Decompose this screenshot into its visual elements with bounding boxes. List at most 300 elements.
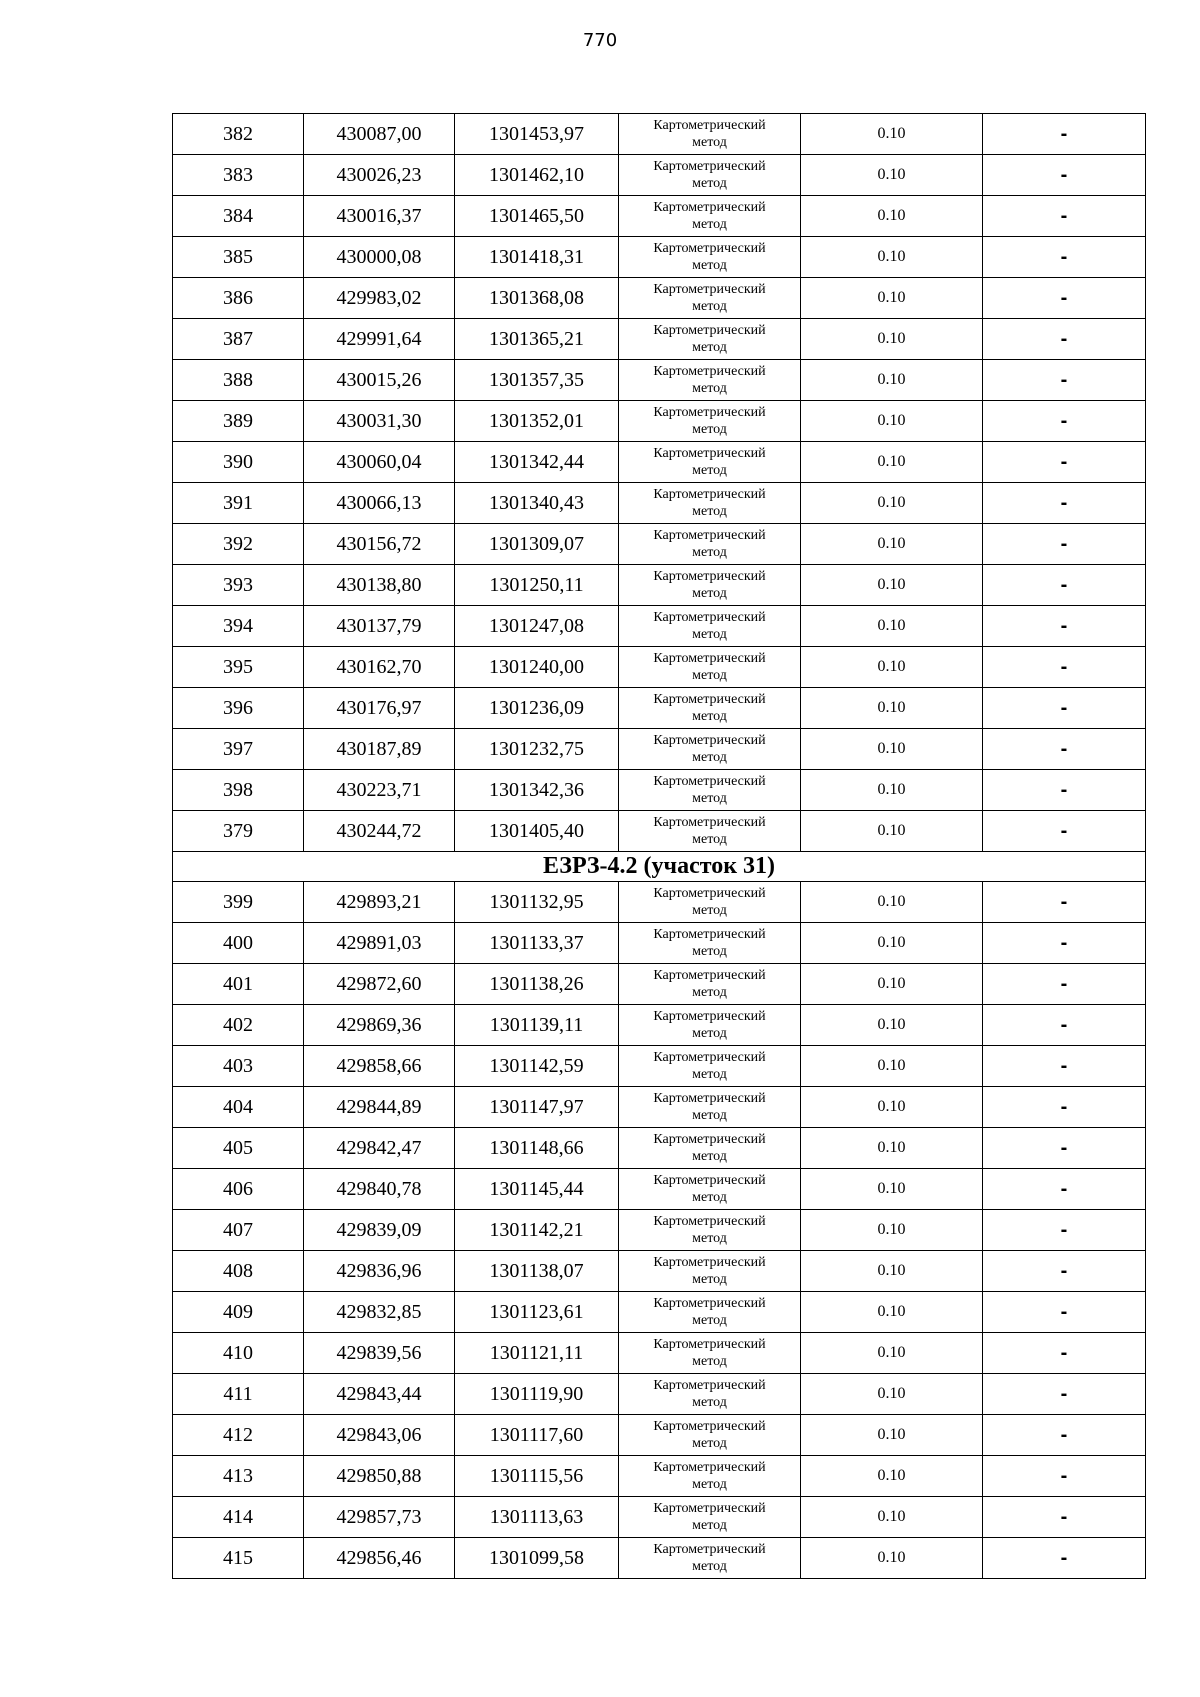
y-coordinate-cell: 1301117,60 xyxy=(455,1415,619,1456)
method-cell xyxy=(619,1497,801,1538)
coordinates-table xyxy=(172,113,1146,1579)
method-cell xyxy=(619,1087,801,1128)
method-line-2: метод xyxy=(692,1190,727,1205)
note-cell: - xyxy=(983,1087,1146,1128)
point-number-cell: 406 xyxy=(173,1169,304,1210)
method-line-2: метод xyxy=(692,258,727,273)
table-row xyxy=(173,1456,1146,1497)
table-row xyxy=(173,483,1146,524)
x-coordinate-cell: 429839,09 xyxy=(304,1210,455,1251)
y-coordinate-cell: 1301418,31 xyxy=(455,237,619,278)
x-coordinate-cell: 430176,97 xyxy=(304,688,455,729)
y-coordinate-cell: 1301240,00 xyxy=(455,647,619,688)
accuracy-cell: 0.10 xyxy=(801,1128,983,1169)
point-number-cell: 401 xyxy=(173,964,304,1005)
method-line-1: Картометрический xyxy=(653,159,766,174)
method-line-1: Картометрический xyxy=(653,1173,766,1188)
method-line-1: Картометрический xyxy=(653,200,766,215)
y-coordinate-cell: 1301139,11 xyxy=(455,1005,619,1046)
note-cell: - xyxy=(983,114,1146,155)
accuracy-cell: 0.10 xyxy=(801,1456,983,1497)
note-cell: - xyxy=(983,237,1146,278)
method-line-2: метод xyxy=(692,1026,727,1041)
table-row xyxy=(173,155,1146,196)
method-cell xyxy=(619,923,801,964)
method-line-1: Картометрический xyxy=(653,927,766,942)
accuracy-cell: 0.10 xyxy=(801,688,983,729)
table-row xyxy=(173,647,1146,688)
method-line-2: метод xyxy=(692,1272,727,1287)
method-line-1: Картометрический xyxy=(653,651,766,666)
point-number-cell: 405 xyxy=(173,1128,304,1169)
table-row xyxy=(173,1374,1146,1415)
method-line-1: Картометрический xyxy=(653,968,766,983)
table-row xyxy=(173,1005,1146,1046)
page-number: 770 xyxy=(582,30,618,51)
note-cell: - xyxy=(983,1210,1146,1251)
y-coordinate-cell: 1301132,95 xyxy=(455,882,619,923)
note-cell: - xyxy=(983,1538,1146,1579)
x-coordinate-cell: 430162,70 xyxy=(304,647,455,688)
method-line-1: Картометрический xyxy=(653,1501,766,1516)
note-cell: - xyxy=(983,1128,1146,1169)
accuracy-cell: 0.10 xyxy=(801,360,983,401)
note-cell: - xyxy=(983,1005,1146,1046)
point-number-cell: 384 xyxy=(173,196,304,237)
point-number-cell: 391 xyxy=(173,483,304,524)
note-cell: - xyxy=(983,360,1146,401)
y-coordinate-cell: 1301342,44 xyxy=(455,442,619,483)
method-line-2: метод xyxy=(692,340,727,355)
accuracy-cell: 0.10 xyxy=(801,1497,983,1538)
table-row xyxy=(173,278,1146,319)
y-coordinate-cell: 1301145,44 xyxy=(455,1169,619,1210)
table-row xyxy=(173,882,1146,923)
method-line-1: Картометрический xyxy=(653,1050,766,1065)
table-row xyxy=(173,442,1146,483)
note-cell: - xyxy=(983,155,1146,196)
method-line-1: Картометрический xyxy=(653,528,766,543)
x-coordinate-cell: 430016,37 xyxy=(304,196,455,237)
method-cell xyxy=(619,237,801,278)
method-line-2: метод xyxy=(692,668,727,683)
method-cell xyxy=(619,319,801,360)
accuracy-cell: 0.10 xyxy=(801,1251,983,1292)
method-cell xyxy=(619,483,801,524)
y-coordinate-cell: 1301123,61 xyxy=(455,1292,619,1333)
method-line-1: Картометрический xyxy=(653,241,766,256)
point-number-cell: 402 xyxy=(173,1005,304,1046)
method-line-2: метод xyxy=(692,750,727,765)
table-row xyxy=(173,1210,1146,1251)
point-number-cell: 410 xyxy=(173,1333,304,1374)
note-cell: - xyxy=(983,278,1146,319)
method-line-2: метод xyxy=(692,1067,727,1082)
method-line-2: метод xyxy=(692,1313,727,1328)
y-coordinate-cell: 1301138,26 xyxy=(455,964,619,1005)
point-number-cell: 396 xyxy=(173,688,304,729)
method-line-1: Картометрический xyxy=(653,1214,766,1229)
method-line-1: Картометрический xyxy=(653,1337,766,1352)
y-coordinate-cell: 1301119,90 xyxy=(455,1374,619,1415)
table-row xyxy=(173,1497,1146,1538)
note-cell: - xyxy=(983,923,1146,964)
accuracy-cell: 0.10 xyxy=(801,1374,983,1415)
method-line-2: метод xyxy=(692,791,727,806)
method-line-1: Картометрический xyxy=(653,1460,766,1475)
point-number-cell: 415 xyxy=(173,1538,304,1579)
table-row xyxy=(173,401,1146,442)
accuracy-cell: 0.10 xyxy=(801,647,983,688)
accuracy-cell: 0.10 xyxy=(801,401,983,442)
method-cell xyxy=(619,1046,801,1087)
method-cell xyxy=(619,1292,801,1333)
method-line-2: метод xyxy=(692,903,727,918)
accuracy-cell: 0.10 xyxy=(801,196,983,237)
y-coordinate-cell: 1301368,08 xyxy=(455,278,619,319)
x-coordinate-cell: 430015,26 xyxy=(304,360,455,401)
table-row xyxy=(173,923,1146,964)
method-line-1: Картометрический xyxy=(653,692,766,707)
y-coordinate-cell: 1301133,37 xyxy=(455,923,619,964)
point-number-cell: 387 xyxy=(173,319,304,360)
y-coordinate-cell: 1301236,09 xyxy=(455,688,619,729)
point-number-cell: 398 xyxy=(173,770,304,811)
x-coordinate-cell: 430060,04 xyxy=(304,442,455,483)
note-cell: - xyxy=(983,1333,1146,1374)
method-cell xyxy=(619,964,801,1005)
accuracy-cell: 0.10 xyxy=(801,1538,983,1579)
x-coordinate-cell: 430244,72 xyxy=(304,811,455,852)
x-coordinate-cell: 430138,80 xyxy=(304,565,455,606)
x-coordinate-cell: 429869,36 xyxy=(304,1005,455,1046)
note-cell: - xyxy=(983,1415,1146,1456)
x-coordinate-cell: 430156,72 xyxy=(304,524,455,565)
y-coordinate-cell: 1301113,63 xyxy=(455,1497,619,1538)
method-cell xyxy=(619,1128,801,1169)
note-cell: - xyxy=(983,1251,1146,1292)
note-cell: - xyxy=(983,524,1146,565)
method-line-2: метод xyxy=(692,1559,727,1574)
method-cell xyxy=(619,155,801,196)
method-line-1: Картометрический xyxy=(653,1091,766,1106)
accuracy-cell: 0.10 xyxy=(801,1415,983,1456)
accuracy-cell: 0.10 xyxy=(801,964,983,1005)
note-cell: - xyxy=(983,1497,1146,1538)
x-coordinate-cell: 429839,56 xyxy=(304,1333,455,1374)
point-number-cell: 382 xyxy=(173,114,304,155)
table-row xyxy=(173,237,1146,278)
note-cell: - xyxy=(983,882,1146,923)
method-cell xyxy=(619,1210,801,1251)
method-cell xyxy=(619,606,801,647)
point-number-cell: 392 xyxy=(173,524,304,565)
point-number-cell: 408 xyxy=(173,1251,304,1292)
note-cell: - xyxy=(983,565,1146,606)
note-cell: - xyxy=(983,442,1146,483)
y-coordinate-cell: 1301357,35 xyxy=(455,360,619,401)
method-line-1: Картометрический xyxy=(653,1296,766,1311)
method-line-1: Картометрический xyxy=(653,364,766,379)
method-cell xyxy=(619,278,801,319)
note-cell: - xyxy=(983,1374,1146,1415)
method-cell xyxy=(619,1456,801,1497)
accuracy-cell: 0.10 xyxy=(801,770,983,811)
note-cell: - xyxy=(983,770,1146,811)
accuracy-cell: 0.10 xyxy=(801,729,983,770)
table-row xyxy=(173,1292,1146,1333)
method-line-2: метод xyxy=(692,545,727,560)
method-line-1: Картометрический xyxy=(653,610,766,625)
point-number-cell: 385 xyxy=(173,237,304,278)
method-line-1: Картометрический xyxy=(653,323,766,338)
method-line-2: метод xyxy=(692,586,727,601)
method-cell xyxy=(619,1251,801,1292)
method-cell xyxy=(619,1005,801,1046)
method-cell xyxy=(619,565,801,606)
point-number-cell: 403 xyxy=(173,1046,304,1087)
note-cell: - xyxy=(983,606,1146,647)
method-cell xyxy=(619,401,801,442)
method-line-2: метод xyxy=(692,832,727,847)
method-line-2: метод xyxy=(692,1518,727,1533)
method-line-1: Картометрический xyxy=(653,886,766,901)
note-cell: - xyxy=(983,647,1146,688)
table-row xyxy=(173,688,1146,729)
method-line-2: метод xyxy=(692,627,727,642)
x-coordinate-cell: 429857,73 xyxy=(304,1497,455,1538)
method-line-1: Картометрический xyxy=(653,1419,766,1434)
y-coordinate-cell: 1301142,21 xyxy=(455,1210,619,1251)
method-line-2: метод xyxy=(692,217,727,232)
y-coordinate-cell: 1301342,36 xyxy=(455,770,619,811)
point-number-cell: 399 xyxy=(173,882,304,923)
point-number-cell: 383 xyxy=(173,155,304,196)
point-number-cell: 388 xyxy=(173,360,304,401)
table-row xyxy=(173,964,1146,1005)
accuracy-cell: 0.10 xyxy=(801,483,983,524)
point-number-cell: 409 xyxy=(173,1292,304,1333)
method-line-2: метод xyxy=(692,1436,727,1451)
x-coordinate-cell: 429832,85 xyxy=(304,1292,455,1333)
method-line-2: метод xyxy=(692,299,727,314)
y-coordinate-cell: 1301365,21 xyxy=(455,319,619,360)
method-cell xyxy=(619,811,801,852)
x-coordinate-cell: 430087,00 xyxy=(304,114,455,155)
method-cell xyxy=(619,524,801,565)
method-cell xyxy=(619,114,801,155)
accuracy-cell: 0.10 xyxy=(801,1333,983,1374)
accuracy-cell: 0.10 xyxy=(801,1005,983,1046)
method-line-2: метод xyxy=(692,1149,727,1164)
table-row xyxy=(173,606,1146,647)
accuracy-cell: 0.10 xyxy=(801,237,983,278)
method-line-1: Картометрический xyxy=(653,1255,766,1270)
accuracy-cell: 0.10 xyxy=(801,1046,983,1087)
y-coordinate-cell: 1301232,75 xyxy=(455,729,619,770)
method-line-2: метод xyxy=(692,709,727,724)
point-number-cell: 414 xyxy=(173,1497,304,1538)
method-line-1: Картометрический xyxy=(653,1132,766,1147)
table-row xyxy=(173,114,1146,155)
method-line-1: Картометрический xyxy=(653,815,766,830)
method-line-2: метод xyxy=(692,176,727,191)
x-coordinate-cell: 429991,64 xyxy=(304,319,455,360)
accuracy-cell: 0.10 xyxy=(801,278,983,319)
y-coordinate-cell: 1301121,11 xyxy=(455,1333,619,1374)
method-cell xyxy=(619,442,801,483)
method-cell xyxy=(619,196,801,237)
y-coordinate-cell: 1301340,43 xyxy=(455,483,619,524)
y-coordinate-cell: 1301309,07 xyxy=(455,524,619,565)
accuracy-cell: 0.10 xyxy=(801,1169,983,1210)
note-cell: - xyxy=(983,401,1146,442)
note-cell: - xyxy=(983,729,1146,770)
note-cell: - xyxy=(983,1456,1146,1497)
y-coordinate-cell: 1301099,58 xyxy=(455,1538,619,1579)
section-title: ЕЗРЗ-4.2 (участок 31) xyxy=(173,852,1146,882)
note-cell: - xyxy=(983,1046,1146,1087)
method-cell xyxy=(619,1333,801,1374)
method-line-2: метод xyxy=(692,1108,727,1123)
x-coordinate-cell: 430137,79 xyxy=(304,606,455,647)
table-row xyxy=(173,811,1146,852)
accuracy-cell: 0.10 xyxy=(801,155,983,196)
x-coordinate-cell: 430000,08 xyxy=(304,237,455,278)
method-line-1: Картометрический xyxy=(653,118,766,133)
point-number-cell: 407 xyxy=(173,1210,304,1251)
y-coordinate-cell: 1301465,50 xyxy=(455,196,619,237)
point-number-cell: 379 xyxy=(173,811,304,852)
y-coordinate-cell: 1301462,10 xyxy=(455,155,619,196)
point-number-cell: 397 xyxy=(173,729,304,770)
note-cell: - xyxy=(983,811,1146,852)
y-coordinate-cell: 1301142,59 xyxy=(455,1046,619,1087)
table-row xyxy=(173,729,1146,770)
x-coordinate-cell: 429840,78 xyxy=(304,1169,455,1210)
method-cell xyxy=(619,882,801,923)
method-line-1: Картометрический xyxy=(653,1009,766,1024)
table-row xyxy=(173,196,1146,237)
x-coordinate-cell: 429836,96 xyxy=(304,1251,455,1292)
x-coordinate-cell: 430031,30 xyxy=(304,401,455,442)
note-cell: - xyxy=(983,964,1146,1005)
method-line-2: метод xyxy=(692,944,727,959)
table-row xyxy=(173,1333,1146,1374)
x-coordinate-cell: 430187,89 xyxy=(304,729,455,770)
method-cell xyxy=(619,360,801,401)
table-row xyxy=(173,1169,1146,1210)
y-coordinate-cell: 1301147,97 xyxy=(455,1087,619,1128)
table-row xyxy=(173,319,1146,360)
point-number-cell: 413 xyxy=(173,1456,304,1497)
table-row xyxy=(173,1251,1146,1292)
note-cell: - xyxy=(983,319,1146,360)
y-coordinate-cell: 1301138,07 xyxy=(455,1251,619,1292)
method-line-1: Картометрический xyxy=(653,1542,766,1557)
note-cell: - xyxy=(983,1292,1146,1333)
method-line-2: метод xyxy=(692,1477,727,1492)
table-row xyxy=(173,1128,1146,1169)
x-coordinate-cell: 429858,66 xyxy=(304,1046,455,1087)
y-coordinate-cell: 1301115,56 xyxy=(455,1456,619,1497)
method-line-1: Картометрический xyxy=(653,446,766,461)
y-coordinate-cell: 1301250,11 xyxy=(455,565,619,606)
method-cell xyxy=(619,1415,801,1456)
accuracy-cell: 0.10 xyxy=(801,923,983,964)
y-coordinate-cell: 1301148,66 xyxy=(455,1128,619,1169)
point-number-cell: 395 xyxy=(173,647,304,688)
accuracy-cell: 0.10 xyxy=(801,524,983,565)
method-cell xyxy=(619,1169,801,1210)
x-coordinate-cell: 429893,21 xyxy=(304,882,455,923)
x-coordinate-cell: 430066,13 xyxy=(304,483,455,524)
method-cell xyxy=(619,688,801,729)
table-row xyxy=(173,1538,1146,1579)
y-coordinate-cell: 1301352,01 xyxy=(455,401,619,442)
method-cell xyxy=(619,1374,801,1415)
accuracy-cell: 0.10 xyxy=(801,442,983,483)
y-coordinate-cell: 1301453,97 xyxy=(455,114,619,155)
point-number-cell: 400 xyxy=(173,923,304,964)
method-line-2: метод xyxy=(692,463,727,478)
method-line-1: Картометрический xyxy=(653,733,766,748)
x-coordinate-cell: 429843,44 xyxy=(304,1374,455,1415)
table-row xyxy=(173,770,1146,811)
table-row xyxy=(173,565,1146,606)
point-number-cell: 412 xyxy=(173,1415,304,1456)
method-line-1: Картометрический xyxy=(653,487,766,502)
table-row xyxy=(173,1087,1146,1128)
y-coordinate-cell: 1301405,40 xyxy=(455,811,619,852)
point-number-cell: 394 xyxy=(173,606,304,647)
note-cell: - xyxy=(983,688,1146,729)
accuracy-cell: 0.10 xyxy=(801,114,983,155)
point-number-cell: 386 xyxy=(173,278,304,319)
table-row xyxy=(173,1046,1146,1087)
note-cell: - xyxy=(983,196,1146,237)
method-line-1: Картометрический xyxy=(653,282,766,297)
table-row xyxy=(173,360,1146,401)
accuracy-cell: 0.10 xyxy=(801,319,983,360)
method-line-2: метод xyxy=(692,381,727,396)
method-line-1: Картометрический xyxy=(653,774,766,789)
table-row xyxy=(173,1415,1146,1456)
point-number-cell: 393 xyxy=(173,565,304,606)
method-line-2: метод xyxy=(692,504,727,519)
accuracy-cell: 0.10 xyxy=(801,1087,983,1128)
point-number-cell: 389 xyxy=(173,401,304,442)
x-coordinate-cell: 429842,47 xyxy=(304,1128,455,1169)
accuracy-cell: 0.10 xyxy=(801,606,983,647)
accuracy-cell: 0.10 xyxy=(801,1292,983,1333)
method-line-2: метод xyxy=(692,135,727,150)
accuracy-cell: 0.10 xyxy=(801,882,983,923)
x-coordinate-cell: 429891,03 xyxy=(304,923,455,964)
x-coordinate-cell: 429850,88 xyxy=(304,1456,455,1497)
point-number-cell: 411 xyxy=(173,1374,304,1415)
method-cell xyxy=(619,729,801,770)
x-coordinate-cell: 429844,89 xyxy=(304,1087,455,1128)
point-number-cell: 404 xyxy=(173,1087,304,1128)
x-coordinate-cell: 429843,06 xyxy=(304,1415,455,1456)
x-coordinate-cell: 430026,23 xyxy=(304,155,455,196)
method-line-2: метод xyxy=(692,985,727,1000)
y-coordinate-cell: 1301247,08 xyxy=(455,606,619,647)
note-cell: - xyxy=(983,483,1146,524)
table-row xyxy=(173,524,1146,565)
point-number-cell: 390 xyxy=(173,442,304,483)
